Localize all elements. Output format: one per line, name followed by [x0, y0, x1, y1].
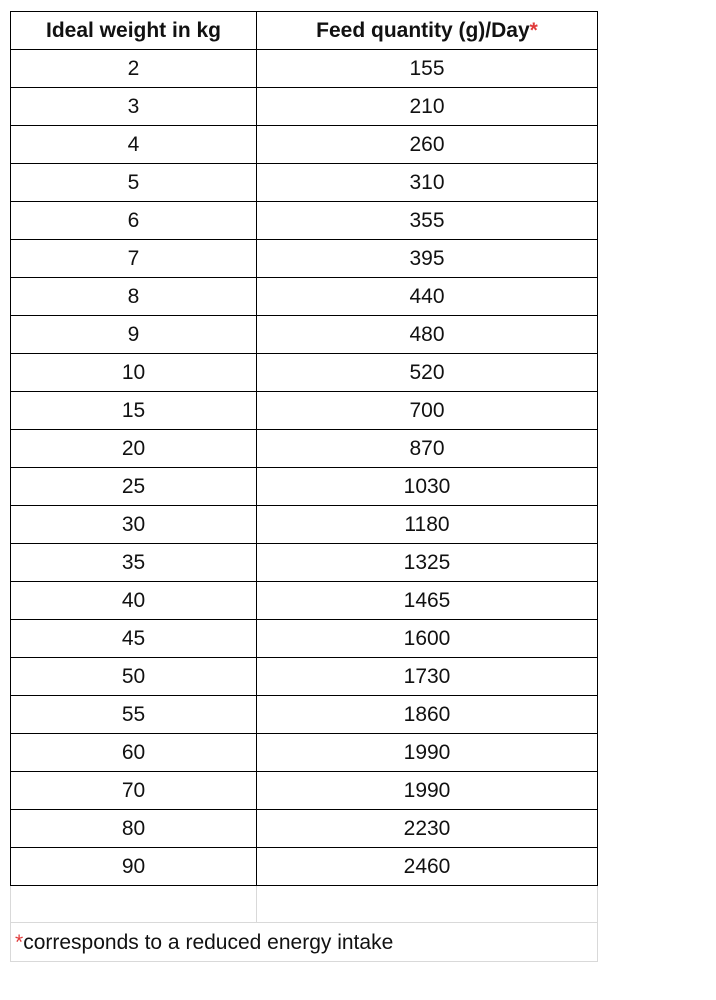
table-row: [11, 620, 598, 658]
weight-cell: 6: [11, 202, 257, 240]
table-row: [11, 734, 598, 772]
header-feed-quantity: [257, 12, 598, 50]
header-feed-quantity-label: Feed quantity (g)/Day: [316, 19, 530, 42]
feed-quantity-table: [10, 11, 598, 962]
weight-cell: 70: [11, 772, 257, 810]
feed-quantity-cell: 480: [257, 316, 598, 354]
empty-cell: [11, 886, 257, 923]
feed-quantity-cell: 440: [257, 278, 598, 316]
weight-cell: 8: [11, 278, 257, 316]
table-row: [11, 468, 598, 506]
weight-cell: 25: [11, 468, 257, 506]
table-row: [11, 658, 598, 696]
table-row: [11, 240, 598, 278]
table-row: [11, 392, 598, 430]
feed-quantity-cell: 1325: [257, 544, 598, 582]
feed-quantity-cell: 210: [257, 88, 598, 126]
feed-quantity-cell: 2460: [257, 848, 598, 886]
table-row: [11, 506, 598, 544]
weight-cell: 4: [11, 126, 257, 164]
feed-quantity-cell: 355: [257, 202, 598, 240]
table-row: [11, 354, 598, 392]
weight-cell: 20: [11, 430, 257, 468]
table-row: [11, 544, 598, 582]
feed-quantity-cell: 2230: [257, 810, 598, 848]
feed-quantity-cell: 1990: [257, 734, 598, 772]
table-row: [11, 696, 598, 734]
feed-quantity-cell: 155: [257, 50, 598, 88]
header-asterisk-marker: *: [529, 19, 538, 42]
table-row: [11, 278, 598, 316]
feed-quantity-cell: 520: [257, 354, 598, 392]
table-row: [11, 50, 598, 88]
weight-cell: 10: [11, 354, 257, 392]
feed-quantity-cell: 1465: [257, 582, 598, 620]
feed-quantity-cell: 700: [257, 392, 598, 430]
feed-quantity-cell: 870: [257, 430, 598, 468]
table-row: [11, 126, 598, 164]
table-row: [11, 848, 598, 886]
feed-quantity-cell: 260: [257, 126, 598, 164]
weight-cell: 55: [11, 696, 257, 734]
feed-quantity-cell: 1730: [257, 658, 598, 696]
weight-cell: 30: [11, 506, 257, 544]
table-row: [11, 164, 598, 202]
feed-quantity-cell: 1180: [257, 506, 598, 544]
weight-cell: 50: [11, 658, 257, 696]
table-body: [11, 50, 598, 886]
weight-cell: 15: [11, 392, 257, 430]
footnote-cell: [11, 923, 598, 962]
empty-cell: [257, 886, 598, 923]
weight-cell: 60: [11, 734, 257, 772]
feed-quantity-cell: 395: [257, 240, 598, 278]
feed-quantity-cell: 1600: [257, 620, 598, 658]
header-ideal-weight-label: Ideal weight in kg: [45, 19, 222, 42]
weight-cell: 45: [11, 620, 257, 658]
table-row: [11, 430, 598, 468]
feed-quantity-cell: 1990: [257, 772, 598, 810]
weight-cell: 7: [11, 240, 257, 278]
weight-cell: 2: [11, 50, 257, 88]
table-row: [11, 810, 598, 848]
table-row: [11, 316, 598, 354]
weight-cell: 35: [11, 544, 257, 582]
feed-quantity-cell: 1860: [257, 696, 598, 734]
empty-spacer-row: [11, 886, 598, 923]
table-row: [11, 582, 598, 620]
footnote-row: [11, 923, 598, 962]
table-header-row: [11, 12, 598, 50]
table-row: [11, 202, 598, 240]
weight-cell: 40: [11, 582, 257, 620]
feed-quantity-cell: 310: [257, 164, 598, 202]
footnote-asterisk-marker: *: [15, 930, 24, 954]
weight-cell: 80: [11, 810, 257, 848]
feed-quantity-cell: 1030: [257, 468, 598, 506]
header-ideal-weight: [11, 12, 257, 50]
weight-cell: 5: [11, 164, 257, 202]
table-row: [11, 88, 598, 126]
weight-cell: 9: [11, 316, 257, 354]
weight-cell: 90: [11, 848, 257, 886]
footnote-text: corresponds to a reduced energy intake: [23, 930, 394, 954]
weight-cell: 3: [11, 88, 257, 126]
table-row: [11, 772, 598, 810]
